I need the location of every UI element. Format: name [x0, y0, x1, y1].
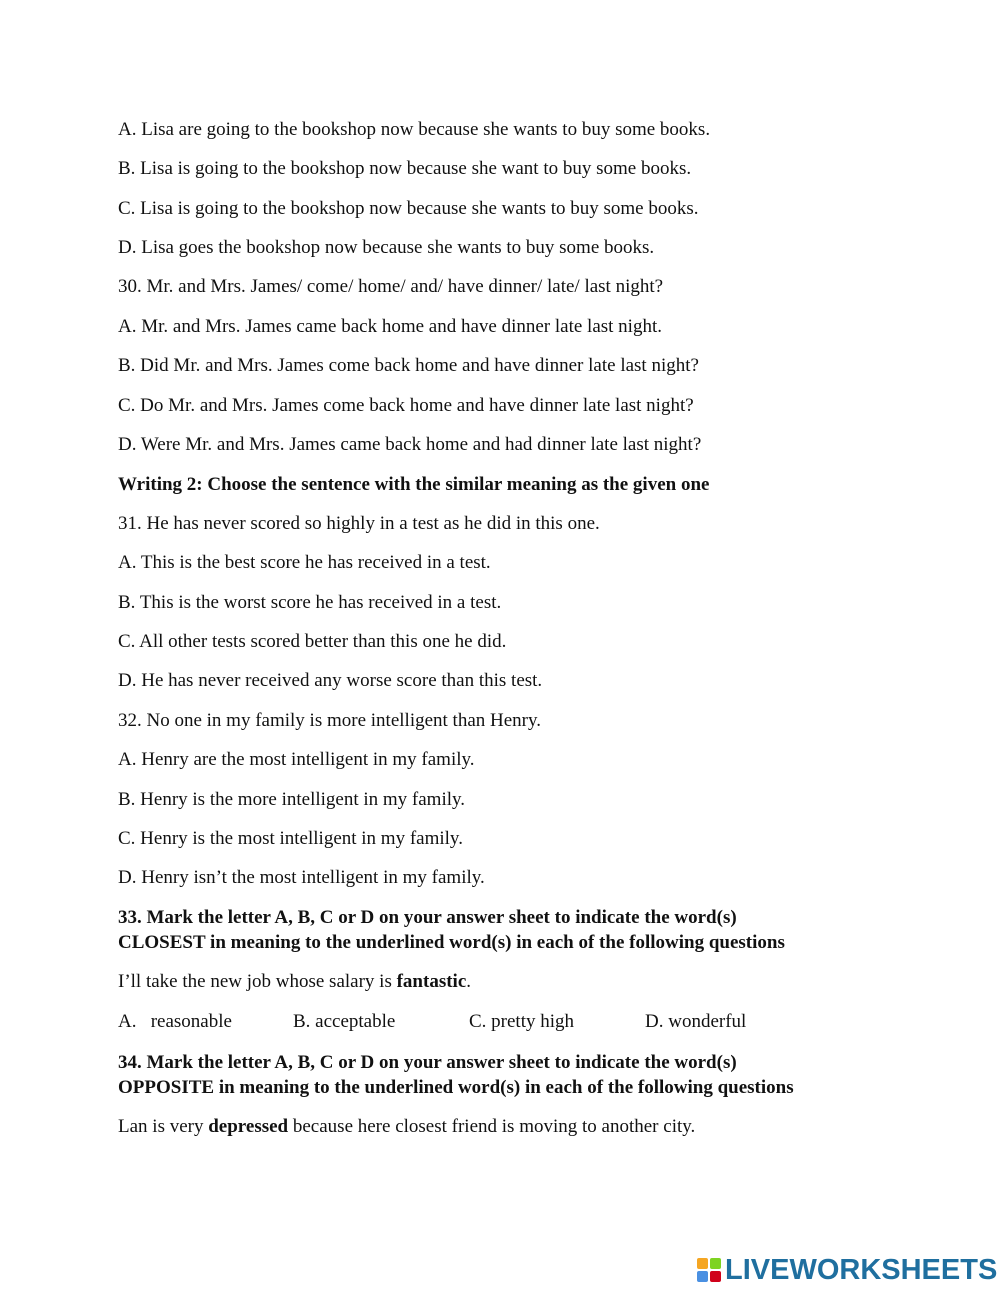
q30-option-a: A. Mr. and Mrs. James came back home and have dinner late last night.	[118, 316, 662, 337]
writing2-heading: Writing 2: Choose the sentence with the similar meaning as the given one	[118, 474, 710, 495]
q33-option-c: C. pretty high	[469, 1011, 575, 1032]
q33-heading-line2: CLOSEST in meaning to the underlined word(s) in each of the following questions	[118, 932, 785, 953]
q33-target-word: fantastic	[396, 971, 467, 992]
q30-option-c: C. Do Mr. and Mrs. James come back home and have dinner late last night?	[118, 395, 694, 416]
q32-option-c: C. Henry is the most intelligent in my family.	[118, 828, 463, 849]
q31-option-a: A. This is the best score he has received in a test.	[118, 552, 491, 573]
q29-option-a: A. Lisa are going to the bookshop now because she wants to buy some books.	[118, 119, 711, 140]
q32-option-d: D. Henry isn’t the most intelligent in my family.	[118, 867, 485, 888]
q31-prompt: 31. He has never scored so highly in a test as he did in this one.	[118, 513, 600, 534]
q33-sentence-after: .	[466, 971, 471, 992]
q29-option-b: B. Lisa is going to the bookshop now because she want to buy some books.	[118, 158, 692, 179]
q33-option-a: A. reasonable	[118, 1011, 232, 1032]
q34-target-word: depressed	[208, 1116, 289, 1137]
q34-sentence-before: Lan is very	[118, 1116, 209, 1137]
liveworksheets-logo	[697, 1254, 997, 1286]
q32-option-a: A. Henry are the most intelligent in my family.	[118, 749, 475, 770]
q33-sentence-before: I’ll take the new job whose salary is	[118, 971, 397, 992]
q31-option-c: C. All other tests scored better than this one he did.	[118, 631, 507, 652]
q34-sentence-after: because here closest friend is moving to another city.	[288, 1116, 696, 1137]
q30-option-d: D. Were Mr. and Mrs. James came back home and had dinner late last night?	[118, 434, 702, 455]
q33-option-b: B. acceptable	[293, 1011, 396, 1032]
logo-blocks-icon	[697, 1258, 721, 1282]
q30-prompt: 30. Mr. and Mrs. James/ come/ home/ and/ have dinner/ late/ last night?	[118, 276, 664, 297]
q32-prompt: 32. No one in my family is more intelligent than Henry.	[118, 710, 542, 731]
q32-option-b: B. Henry is the more intelligent in my family.	[118, 789, 466, 810]
q30-option-b: B. Did Mr. and Mrs. James come back home and have dinner late last night?	[118, 355, 699, 376]
q29-option-c: C. Lisa is going to the bookshop now because she wants to buy some books.	[118, 198, 699, 219]
q34-sentence	[118, 1115, 695, 1139]
q33-sentence	[118, 970, 471, 994]
q33-option-d: D. wonderful	[645, 1011, 747, 1032]
logo-block	[697, 1271, 708, 1282]
logo-block	[710, 1271, 721, 1282]
q31-option-d: D. He has never received any worse score than this test.	[118, 670, 543, 691]
q34-heading-line1: 34. Mark the letter A, B, C or D on your answer sheet to indicate the word(s)	[118, 1052, 737, 1073]
q31-option-b: B. This is the worst score he has received in a test.	[118, 592, 502, 613]
logo-block	[710, 1258, 721, 1269]
q29-option-d: D. Lisa goes the bookshop now because she wants to buy some books.	[118, 237, 655, 258]
q33-heading-line1: 33. Mark the letter A, B, C or D on your answer sheet to indicate the word(s)	[118, 907, 737, 928]
logo-block	[697, 1258, 708, 1269]
logo-text: LIVEWORKSHEETS	[725, 1253, 998, 1286]
q34-heading-line2: OPPOSITE in meaning to the underlined word(s) in each of the following questions	[118, 1077, 794, 1098]
